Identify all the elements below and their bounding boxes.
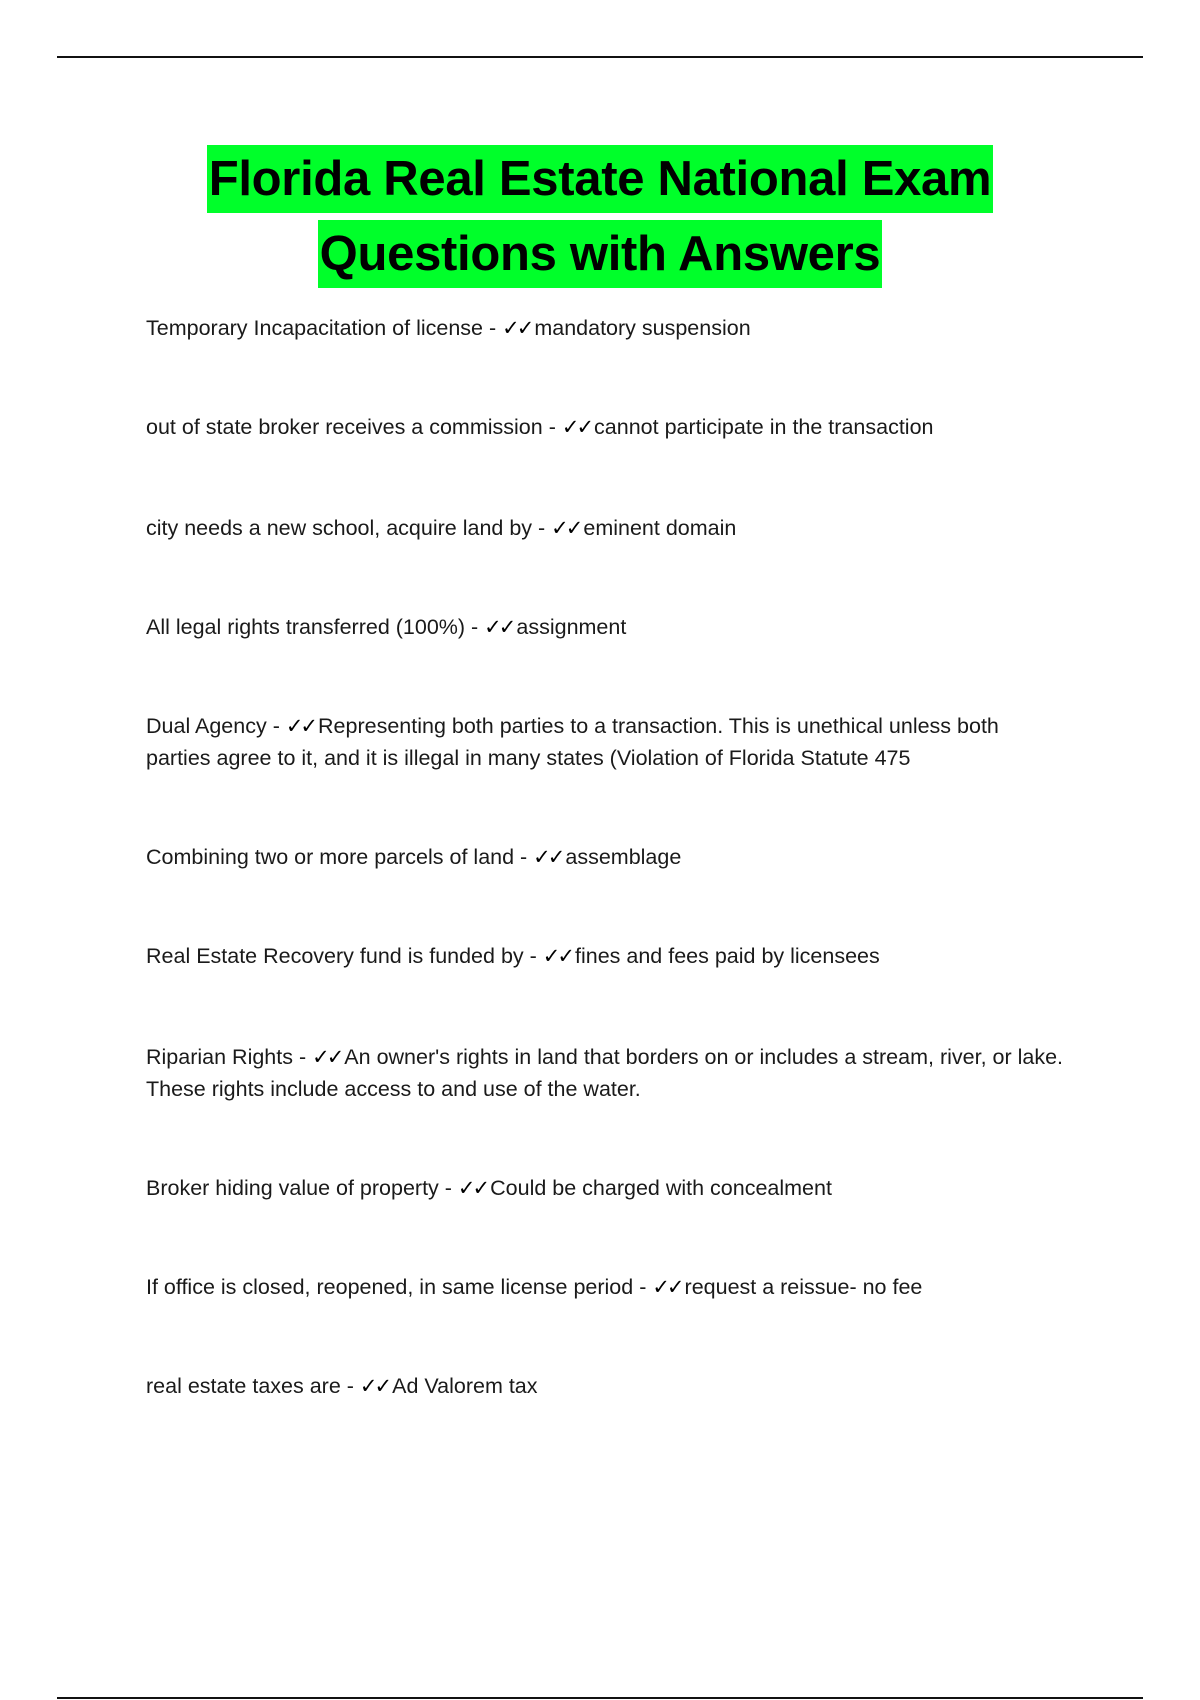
answer-text: An owner's rights in land that borders on or includes a stream, river, or lake. These rights include access to and use of the water. bbox=[146, 1045, 1064, 1101]
question-text: real estate taxes are bbox=[146, 1374, 341, 1398]
double-check-icon: ✓✓ bbox=[359, 1374, 390, 1398]
qa-item: Real Estate Recovery fund is funded by - ✓✓ fines and fees paid by licensees bbox=[146, 944, 880, 968]
question-text: Dual Agency bbox=[146, 714, 267, 738]
qa-item: out of state broker receives a commission - ✓✓ cannot participate in the transaction bbox=[146, 415, 934, 439]
qa-item: real estate taxes are - ✓✓ Ad Valorem tax bbox=[146, 1374, 538, 1398]
qa-item: If office is closed, reopened, in same license period - ✓✓ request a reissue- no fee bbox=[146, 1275, 923, 1299]
footer-rule bbox=[57, 1697, 1143, 1699]
double-check-icon: ✓✓ bbox=[551, 516, 581, 540]
question-text: If office is closed, reopened, in same license period bbox=[146, 1275, 634, 1299]
qa-item: Dual Agency - ✓✓ Representing both parties to a transaction. This is unethical unless both parties agree to it, and it is illegal in many states (Violation of Florida Statute 475 bbox=[146, 714, 999, 770]
question-text: city needs a new school, acquire land by bbox=[146, 516, 533, 540]
answer-text: Representing both parties to a transaction. This is unethical unless both parties agree to it, and it is illegal in many states (Violation of Florida Statute 475 bbox=[146, 714, 999, 770]
question-text: Real Estate Recovery fund is funded by bbox=[146, 944, 524, 968]
question-text: Combining two or more parcels of land bbox=[146, 845, 515, 869]
question-text: Temporary Incapacitation of license bbox=[146, 316, 484, 340]
qa-item: Temporary Incapacitation of license - ✓✓ mandatory suspension bbox=[146, 316, 751, 340]
question-text: Broker hiding value of property bbox=[146, 1176, 439, 1200]
question-text: All legal rights transferred (100%) bbox=[146, 615, 466, 639]
answer-text: Ad Valorem tax bbox=[392, 1374, 538, 1398]
double-check-icon: ✓✓ bbox=[312, 1045, 342, 1069]
double-check-icon: ✓✓ bbox=[561, 415, 592, 439]
answer-text: assemblage bbox=[565, 845, 682, 869]
question-text: out of state broker receives a commission bbox=[146, 415, 543, 439]
qa-item: Combining two or more parcels of land - ✓✓ assemblage bbox=[146, 845, 682, 869]
double-check-icon: ✓✓ bbox=[652, 1275, 682, 1299]
header-rule bbox=[57, 56, 1143, 58]
document-title bbox=[0, 145, 1200, 295]
qa-item: Broker hiding value of property - ✓✓ Could be charged with concealment bbox=[146, 1176, 832, 1200]
answer-text: request a reissue- no fee bbox=[684, 1275, 923, 1299]
double-check-icon: ✓✓ bbox=[533, 845, 563, 869]
qa-item: city needs a new school, acquire land by - ✓✓ eminent domain bbox=[146, 516, 737, 540]
qa-item: All legal rights transferred (100%) - ✓✓ assignment bbox=[146, 615, 627, 639]
double-check-icon: ✓✓ bbox=[502, 316, 532, 340]
double-check-icon: ✓✓ bbox=[484, 615, 514, 639]
answer-text: eminent domain bbox=[583, 516, 737, 540]
answer-text: cannot participate in the transaction bbox=[594, 415, 934, 439]
answer-text: Could be charged with concealment bbox=[490, 1176, 832, 1200]
question-text: Riparian Rights bbox=[146, 1045, 293, 1069]
double-check-icon: ✓✓ bbox=[285, 714, 316, 738]
qa-item: Riparian Rights - ✓✓ An owner's rights in land that borders on or includes a stream, river, or lake. These rights include access to and use of the water. bbox=[146, 1045, 1064, 1101]
double-check-icon: ✓✓ bbox=[457, 1176, 488, 1200]
answer-text: fines and fees paid by licensees bbox=[574, 944, 880, 968]
answer-text: assignment bbox=[516, 615, 627, 639]
double-check-icon: ✓✓ bbox=[542, 944, 572, 968]
title-line-2: Questions with Answers bbox=[318, 220, 883, 288]
title-line-1: Florida Real Estate National Exam bbox=[207, 145, 994, 213]
answer-text: mandatory suspension bbox=[534, 316, 751, 340]
